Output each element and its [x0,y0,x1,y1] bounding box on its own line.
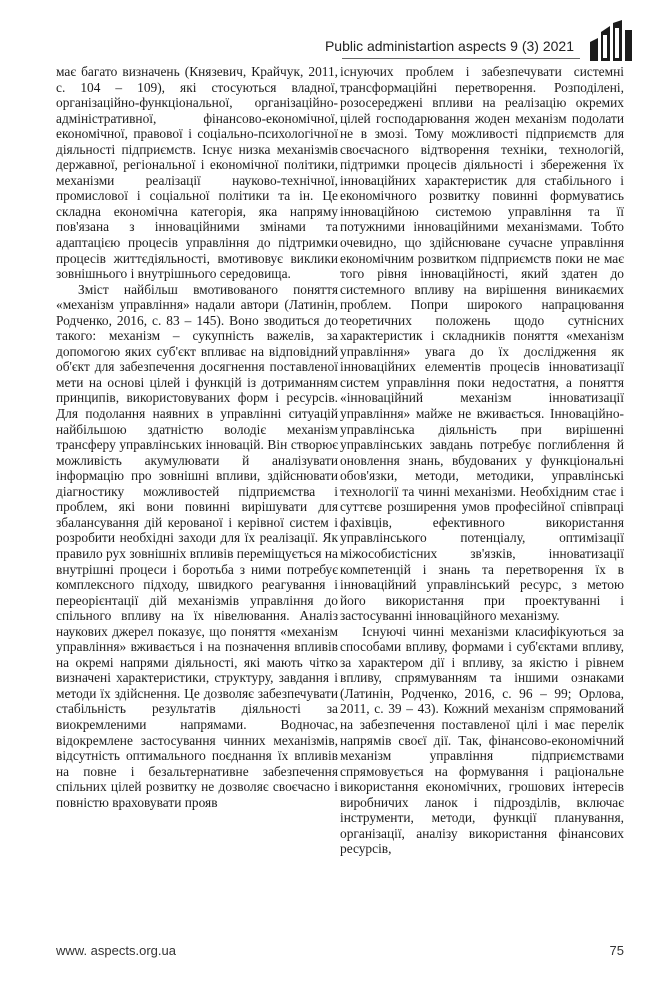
page-number: 75 [609,943,624,958]
journal-title: Public administartion aspects 9 (3) 2021 [324,38,574,54]
header-rule [342,58,580,59]
paragraph: має багато визначень (Князевич, Крайчук, 2011, с. 104 – 109), які стосуються владної, організаційно-функціональної, організаційно-адміністративної, фінансово-економічної, економічної, правової і соціально-психологічної діяльності підприємств. Існує низка механізмів державної, регіональної і економічної політики, механізми реалізації науково-технічної, промислової і соціальної політики та ін. Це складна економічна категорія, яка напряму пов'язана з інноваційними змінами та адаптацією процесів управління до підтримки процесів життєдіяльності, вмотивовує виклики зовнішнього і внутрішнього середовища. [56,64,338,282]
footer-url: www. aspects.org.ua [56,943,176,958]
building-logo-icon [588,20,634,62]
left-column [56,64,338,810]
paragraph: існуючих проблем і забезпечувати системні трансформаційні перетворення. Розподілені, розосереджені впливи на реалізацію окремих цілей господарювання жоден механізм подолати не в змозі. Тому можливості підприємств для своєчасного відтворення техніки, технологій, підтримки процесів діяльності і збереження їх інноваційних характеристик для стабільного і економічного розвитку повинні формуватись інноваційною системою управління та її потужними інноваційними механізмами. Тобто очевидно, що здійснюване сучасне управління економічним розвитком підприємств поки не має того рівня інноваційності, який здатен до системного впливу на вирішення виникаємих проблем. Попри широкого напрацювання теоретичних положень щодо сутнісних характеристик і складників поняття «механізм управління» увага до їх дослідження як інноваційних елементів процесів інноватизації систем управління поки недостатня, а поняття «інноваційний механізм інноватизації управління» майже не вживається. Інноваційно-управлінська діяльність при вирішенні управлінських завдань потребує поглиблення й оновлення знань, вбудованих у функціональні обов'язки, методи, методики, управлінські технології та чинні механізми. Необхідним стає і суттєве розширення умов професійної співпраці фахівців, ефективного використання управлінського потенціалу, оптимізації міжособистісних зв'язків, інноватизації компетенцій і знань та перетворення їх в інноваційний управлінський ресурс, з метою його використання при проектуванні і застосуванні інноваційного механізму. [340,64,624,624]
paragraph: Зміст найбільш вмотивованого поняття «механізм управління» надали автори (Латинін, Родченко, 2016, с. 83 – 145). Воно зводиться до такого: механізм – сукупність важелів, за допомогою яких суб'єкт впливає на відповідний об'єкт для забезпечення досягнення поставленої мети на основі цілей і функцій із дотриманням принципів, використовуваних форм і ресурсів. Для подолання наявних в управлінні ситуацій найбільшою здатністю володіє механізм трансферу управлінських інновацій. Він створює можливість акумулювати й аналізувати інформацію про зовнішні впливи, здійснювати діагностику можливостей підприємства і проблем, які вони повинні вирішувати для збалансування дій керованої і керівної систем і розробити необхідні заходи для їх реалізації. Як правило рух зовнішніх впливів переміщується на внутрішні процеси і боротьба з ними потребує комплексного підходу, швидкого реагування і переорієнтації дій механізмів управління до спільного впливу на їх нівелювання. Аналіз наукових джерел показує, що поняття «механізм управління» вживається і на позначення впливів на окремі напрями діяльності, які мають чітко визначені характеристики, структуру, завдання і методи їх здійснення. Це дозволяє забезпечувати стабільність результатів діяльності за виокремленими напрямами. Водночас, відокремлене застосування чинних механізмів, відсутність оптимального поєднання їх впливів на повне і безальтернативне забезпечення спільних цілей розвитку не дозволяє своєчасно і повністю враховувати прояв [56,281,338,810]
page-header [0,0,670,70]
right-column [340,64,624,857]
paragraph: Існуючі чинні механізми класифікуються за способами впливу, формами і суб'єктами впливу, за характером дії і впливу, за якістю і рівнем впливу, спрямуванням та іншими ознаками (Латинін, Родченко, 2016, с. 96 – 99; Орлова, 2011, с. 39 – 43). Кожний механізм спрямований на забезпечення поставленої цілі і має перелік напрямів своєї дії. Так, фінансово-економічний механізм управління підприємствами спрямовується на формування і раціональне використання економічних, грошових інтересів виробничих ланок і підрозділів, включає інструменти, методи, функції планування, організації, аналізу використання фінансових ресурсів, [340,623,624,857]
